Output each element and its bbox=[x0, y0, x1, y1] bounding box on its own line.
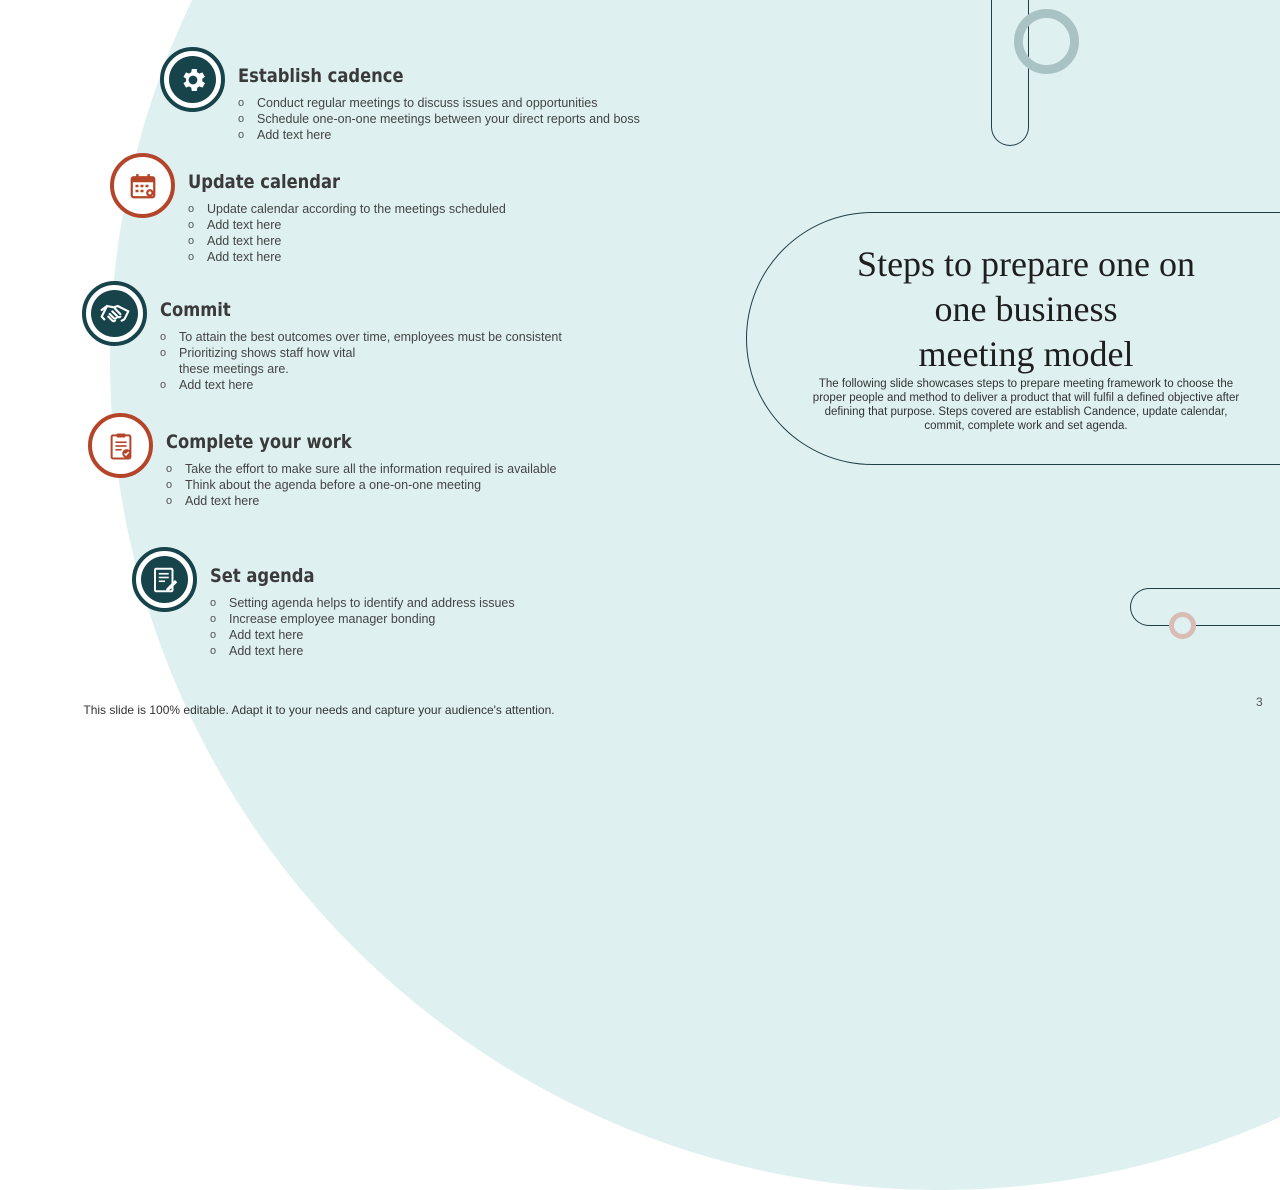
decorative-ring bbox=[1014, 9, 1079, 74]
bullet-item: o Add text here bbox=[160, 377, 562, 393]
slide-description: The following slide showcases steps to prepare meeting framework to choose the proper people and method to deliver a product that will fulfil a defined objective after defining that purpose. Steps covered are establish Candence, update calendar, commit, complete work and set agenda. bbox=[812, 378, 1240, 432]
bullet-item: o Add text here bbox=[210, 643, 515, 659]
bullet-item: o Setting agenda helps to identify and address issues bbox=[210, 595, 515, 611]
decorative-pill bbox=[1130, 588, 1280, 626]
step-icon-circle bbox=[88, 413, 153, 478]
decorative-small-ring bbox=[1169, 612, 1196, 639]
handshake-icon bbox=[99, 298, 131, 330]
step-icon-circle bbox=[110, 153, 175, 218]
gear-icon bbox=[178, 65, 208, 95]
agenda-document-icon bbox=[150, 565, 180, 595]
footer-note: This slide is 100% editable. Adapt it to your needs and capture your audience's attention. bbox=[83, 703, 555, 717]
bullet-item: o Add text here bbox=[188, 233, 506, 249]
page-number: 3 bbox=[1256, 695, 1263, 709]
bullet-item: o Add text here bbox=[210, 627, 515, 643]
bullet-item: o Think about the agenda before a one-on-one meeting bbox=[166, 477, 557, 493]
step-bullets bbox=[188, 201, 506, 265]
step-icon-circle bbox=[160, 47, 225, 112]
step-icon-circle bbox=[82, 281, 147, 346]
step-bullets bbox=[210, 595, 515, 659]
step-title: Update calendar bbox=[188, 171, 341, 193]
bullet-item: o Conduct regular meetings to discuss issues and opportunities bbox=[238, 95, 640, 111]
step-icon-circle bbox=[132, 547, 197, 612]
step-bullets bbox=[166, 461, 557, 509]
bullet-item: o To attain the best outcomes over time, employees must be consistent bbox=[160, 329, 562, 345]
bullet-item: o Add text here bbox=[188, 217, 506, 233]
bullet-item: o Add text here bbox=[166, 493, 557, 509]
bullet-item: o Add text here bbox=[188, 249, 506, 265]
bullet-item: o Take the effort to make sure all the information required is available bbox=[166, 461, 557, 477]
calendar-icon bbox=[128, 171, 158, 201]
step-title: Set agenda bbox=[210, 565, 315, 587]
bullet-item: o Prioritizing shows staff how vital these meetings are. bbox=[160, 345, 562, 377]
step-title: Establish cadence bbox=[238, 65, 404, 87]
step-title: Complete your work bbox=[166, 431, 352, 453]
step-bullets bbox=[160, 329, 562, 393]
step-title: Commit bbox=[160, 299, 231, 321]
slide-title: Steps to prepare one on one business meeting model bbox=[857, 244, 1195, 374]
bullet-item: o Update calendar according to the meetings scheduled bbox=[188, 201, 506, 217]
bullet-item: o Increase employee manager bonding bbox=[210, 611, 515, 627]
step-bullets bbox=[238, 95, 640, 143]
bullet-item: o Add text here bbox=[238, 127, 640, 143]
clipboard-check-icon bbox=[106, 431, 136, 461]
bullet-item: o Schedule one-on-one meetings between your direct reports and boss bbox=[238, 111, 640, 127]
